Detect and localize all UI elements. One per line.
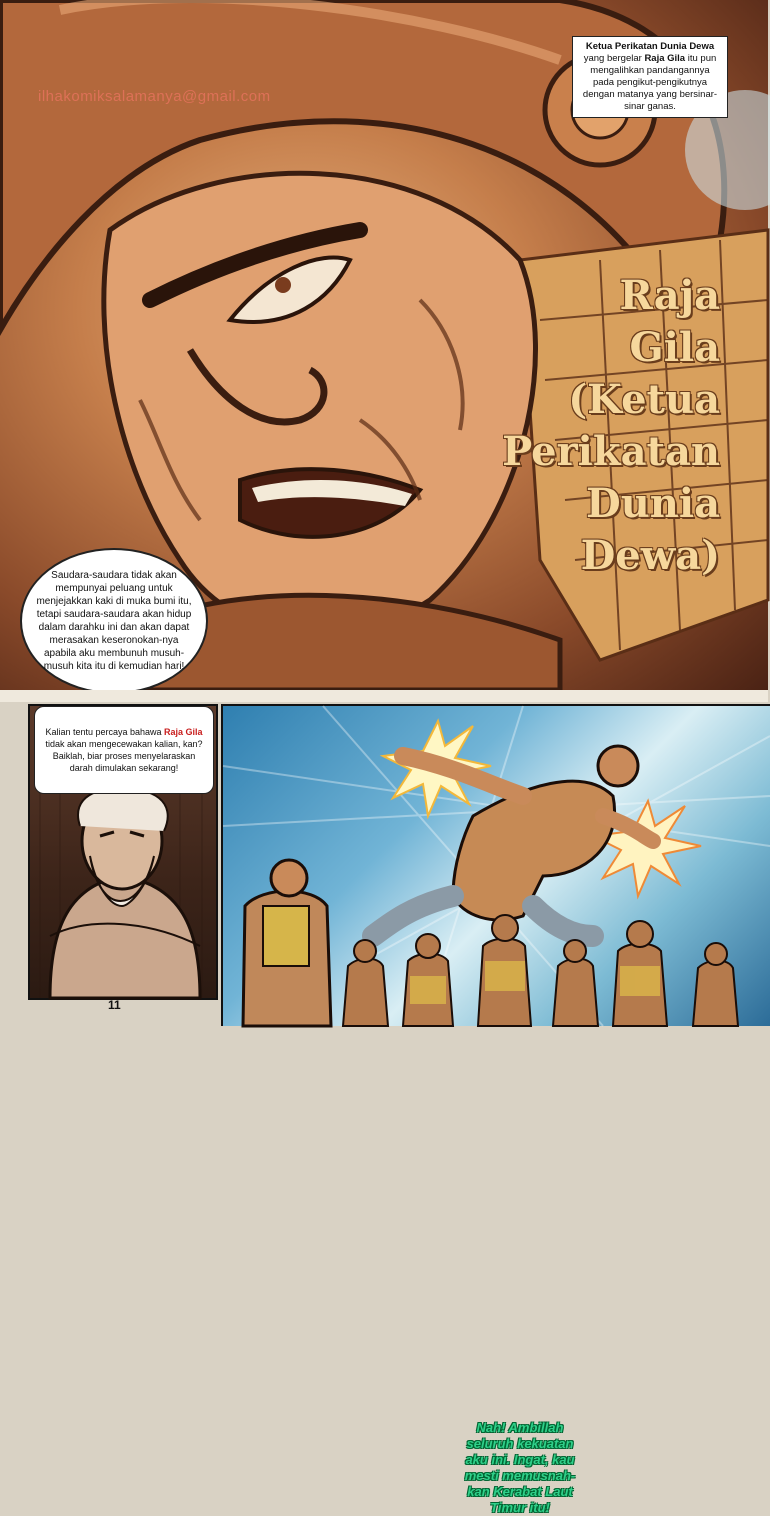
title-line: Gila	[629, 324, 720, 371]
elder-highlight-name: Raja Gila	[164, 727, 203, 737]
speech-bubble-elder	[34, 706, 214, 794]
panel-gutter	[0, 690, 768, 702]
title-line: Dunia	[586, 480, 720, 527]
narration-caption	[572, 36, 728, 118]
caption-bold-name: Raja Gila	[644, 53, 686, 64]
elder-text-1: Kalian tentu percaya bahawa	[45, 727, 165, 737]
speech-bubble-main: Saudara-saudara tidak akan mempunyai peluang untuk menjejakkan kaki di muka bumi itu, tetapi saudara-saudara akan hidup dalam darahku ini dan akan dapat merasakan keseronokan-nya apabila aku membunuh musuh-musuh kita itu di kemudian hari!	[20, 548, 208, 694]
caption-bold-title: Ketua Perikatan Dunia Dewa	[585, 41, 715, 52]
shout-text: Nah! Ambillah seluruh kekuatan aku ini. Ingat, kau mesti memusnah-kan Kerabat Laut Timur itu!	[464, 1420, 576, 1515]
page-number: 11	[108, 998, 121, 1012]
email-watermark: ilhakomiksalamanya@gmail.com	[38, 88, 271, 105]
title-line: Perikatan	[502, 428, 720, 475]
elder-text-2: tidak akan mengecewakan kalian, kan? Baiklah, biar proses menyelaraskan darah dimulakan sekarang!	[45, 739, 203, 773]
title-line: (Ketua	[568, 376, 720, 423]
character-title	[500, 270, 720, 582]
title-line: Raja	[619, 272, 720, 319]
caption-text-1: yang bergelar	[583, 53, 645, 64]
bottom-right-panel	[221, 704, 770, 1515]
caption-text-2: itu pun mengalihkan pandangannya pada pengikut-pengikutnya dengan matanya yang bersinar-sinar ganas.	[582, 53, 718, 112]
title-line: Dewa)	[580, 532, 720, 579]
battle-scene-illustration	[223, 706, 770, 1026]
